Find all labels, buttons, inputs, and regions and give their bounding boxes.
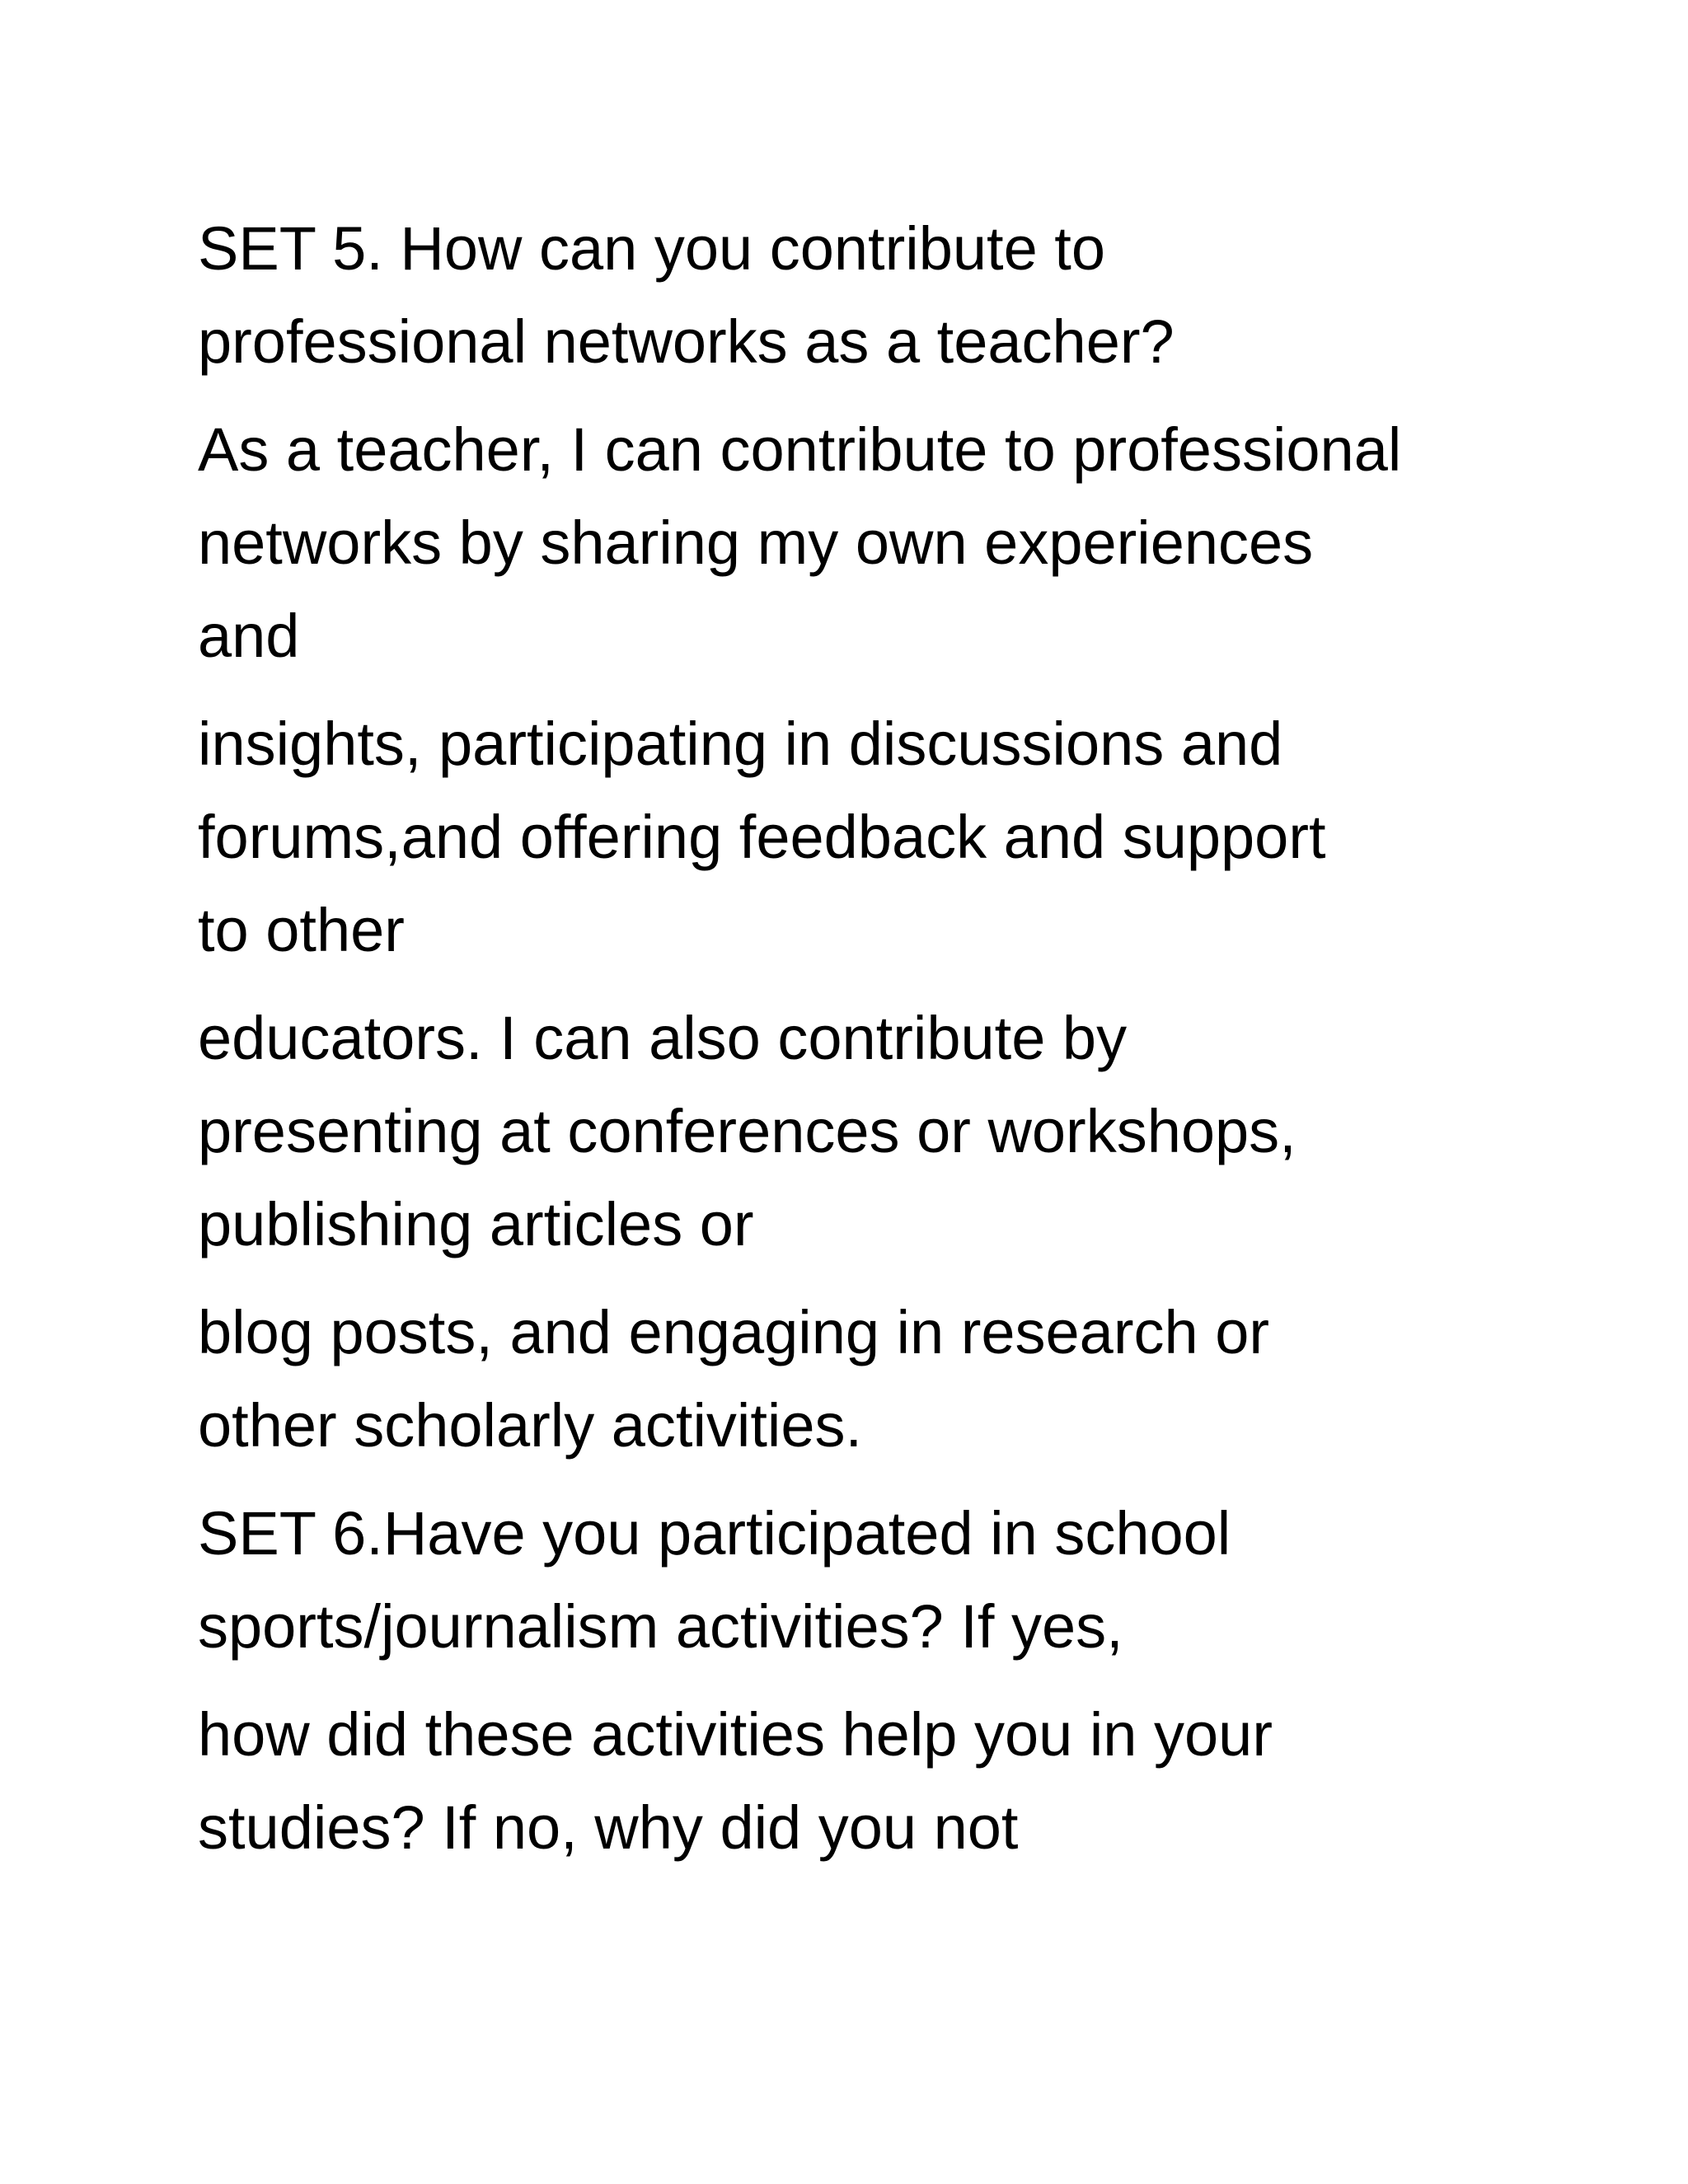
document-body xyxy=(198,202,1599,1889)
text-line: professional networks as a teacher? xyxy=(198,307,1175,376)
text-line: publishing articles or xyxy=(198,1190,754,1258)
text-line: sports/journalism activities? If yes, xyxy=(198,1592,1123,1661)
text-line: SET 5. How can you contribute to xyxy=(198,214,1106,283)
text-line: to other xyxy=(198,896,405,964)
question-set-5 xyxy=(198,202,1599,388)
answer-paragraph xyxy=(198,1286,1599,1472)
text-line: how did these activities help you in your xyxy=(198,1700,1273,1769)
text-line: presenting at conferences or workshops, xyxy=(198,1097,1296,1165)
answer-paragraph xyxy=(198,697,1599,977)
text-line: SET 6.Have you participated in school xyxy=(198,1499,1231,1568)
text-line: As a teacher, I can contribute to professional xyxy=(198,415,1402,484)
text-line: studies? If no, why did you not xyxy=(198,1793,1019,1862)
question-set-6 xyxy=(198,1487,1599,1673)
text-line: insights, participating in discussions and xyxy=(198,710,1283,778)
text-line: and xyxy=(198,602,300,670)
text-line: blog posts, and engaging in research or xyxy=(198,1298,1269,1366)
text-line: networks by sharing my own experiences xyxy=(198,509,1314,577)
text-line: forums,and offering feedback and support xyxy=(198,803,1326,871)
answer-paragraph xyxy=(198,403,1599,682)
text-line: educators. I can also contribute by xyxy=(198,1004,1128,1072)
text-line: other scholarly activities. xyxy=(198,1391,863,1460)
answer-paragraph xyxy=(198,991,1599,1271)
question-set-6-continued xyxy=(198,1688,1599,1874)
